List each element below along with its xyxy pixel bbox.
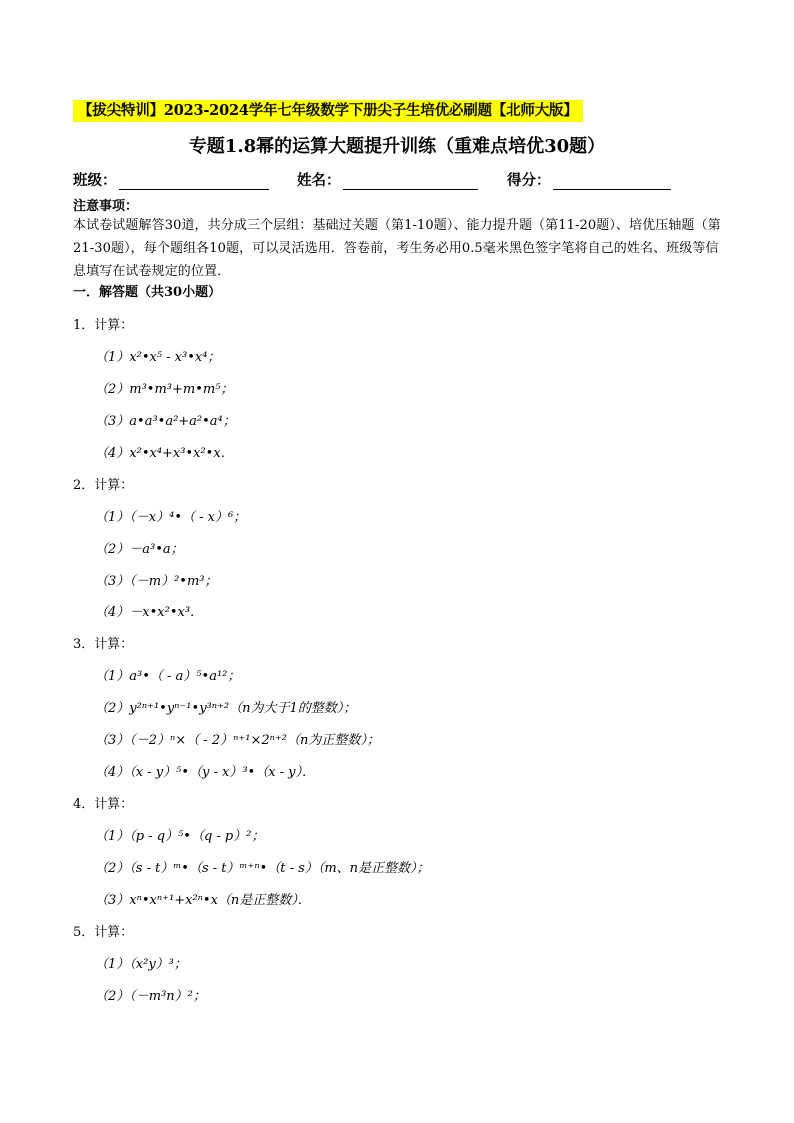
name-label: 姓名： <box>297 172 341 189</box>
page-title: 专题1.8幂的运算大题提升训练（重难点培优30题） <box>188 136 606 157</box>
question-3-item-3: （3）（－2）ⁿ×（ - 2）ⁿ⁺¹×2ⁿ⁺²（n为正整数）； <box>95 733 380 748</box>
question-3-label: 3．计算： <box>73 637 134 652</box>
question-1-item-4: （4）x²•x⁴+x³•x²•x． <box>95 446 234 461</box>
notes-title: 注意事项： <box>73 199 139 214</box>
question-4-label: 4．计算： <box>73 797 134 812</box>
question-4-item-3: （3）xⁿ•xⁿ⁺¹+x²ⁿ•x（n是正整数）． <box>95 893 311 908</box>
question-3-item-4: （4）（x - y）⁵•（y - x）³•（x - y）． <box>95 765 316 780</box>
question-2-item-2: （2）－a³•a； <box>95 542 184 557</box>
question-1-item-1: （1）x²•x⁵ - x³•x⁴； <box>95 350 221 365</box>
question-1-item-2: （2）m³•m³+m•m⁵； <box>95 382 234 397</box>
score-blank[interactable] <box>553 173 671 190</box>
question-2-label: 2．计算： <box>73 478 134 493</box>
question-2-item-4: （4）－x•x²•x³． <box>95 605 204 620</box>
question-5-label: 5．计算： <box>73 925 134 940</box>
question-3-item-2: （2）y²ⁿ⁺¹•yⁿ⁻¹•y³ⁿ⁺²（n为大于1的整数）； <box>95 701 357 716</box>
score-field <box>507 169 671 190</box>
series-banner: 【拔尖特训】2023-2024学年七年级数学下册尖子生培优必刷题【北师大版】 <box>73 100 583 122</box>
question-2-item-3: （3）（－m）²•m³； <box>95 574 218 589</box>
class-label: 班级： <box>73 172 117 189</box>
question-4-item-2: （2）（s - t）ᵐ•（s - t）ᵐ⁺ⁿ•（t - s）（m、n是正整数）； <box>95 861 430 876</box>
question-3-item-1: （1）a³•（ - a）⁵•a¹²； <box>95 669 241 684</box>
question-1-item-3: （3）a•a³•a²+a²•a⁴； <box>95 414 236 429</box>
name-blank[interactable] <box>343 173 478 190</box>
section-heading: 一．解答题（共30小题） <box>73 285 222 300</box>
score-label: 得分： <box>507 172 551 189</box>
class-field <box>73 169 269 190</box>
question-5-item-1: （1）（x²y）³； <box>95 957 187 972</box>
name-field <box>297 169 478 190</box>
question-2-item-1: （1）（－x）⁴•（ - x）⁶； <box>95 510 247 525</box>
question-4-item-1: （1）（p - q）⁵•（q - p）²； <box>95 829 265 844</box>
class-blank[interactable] <box>119 173 269 190</box>
question-5-item-2: （2）（－m³n）²； <box>95 989 206 1004</box>
question-1-label: 1．计算： <box>73 318 134 333</box>
notes-body: 本试卷试题解答30道，共分成三个层组：基础过关题（第1-10题）、能力提升题（第11-20题）、培优压轴题（第21-30题），每个题组各10题，可以灵活选用．答卷前，考生务必用0.5毫米黑色签字笔将自己的姓名、班级等信息填写在试卷规定的位置． <box>73 218 721 279</box>
